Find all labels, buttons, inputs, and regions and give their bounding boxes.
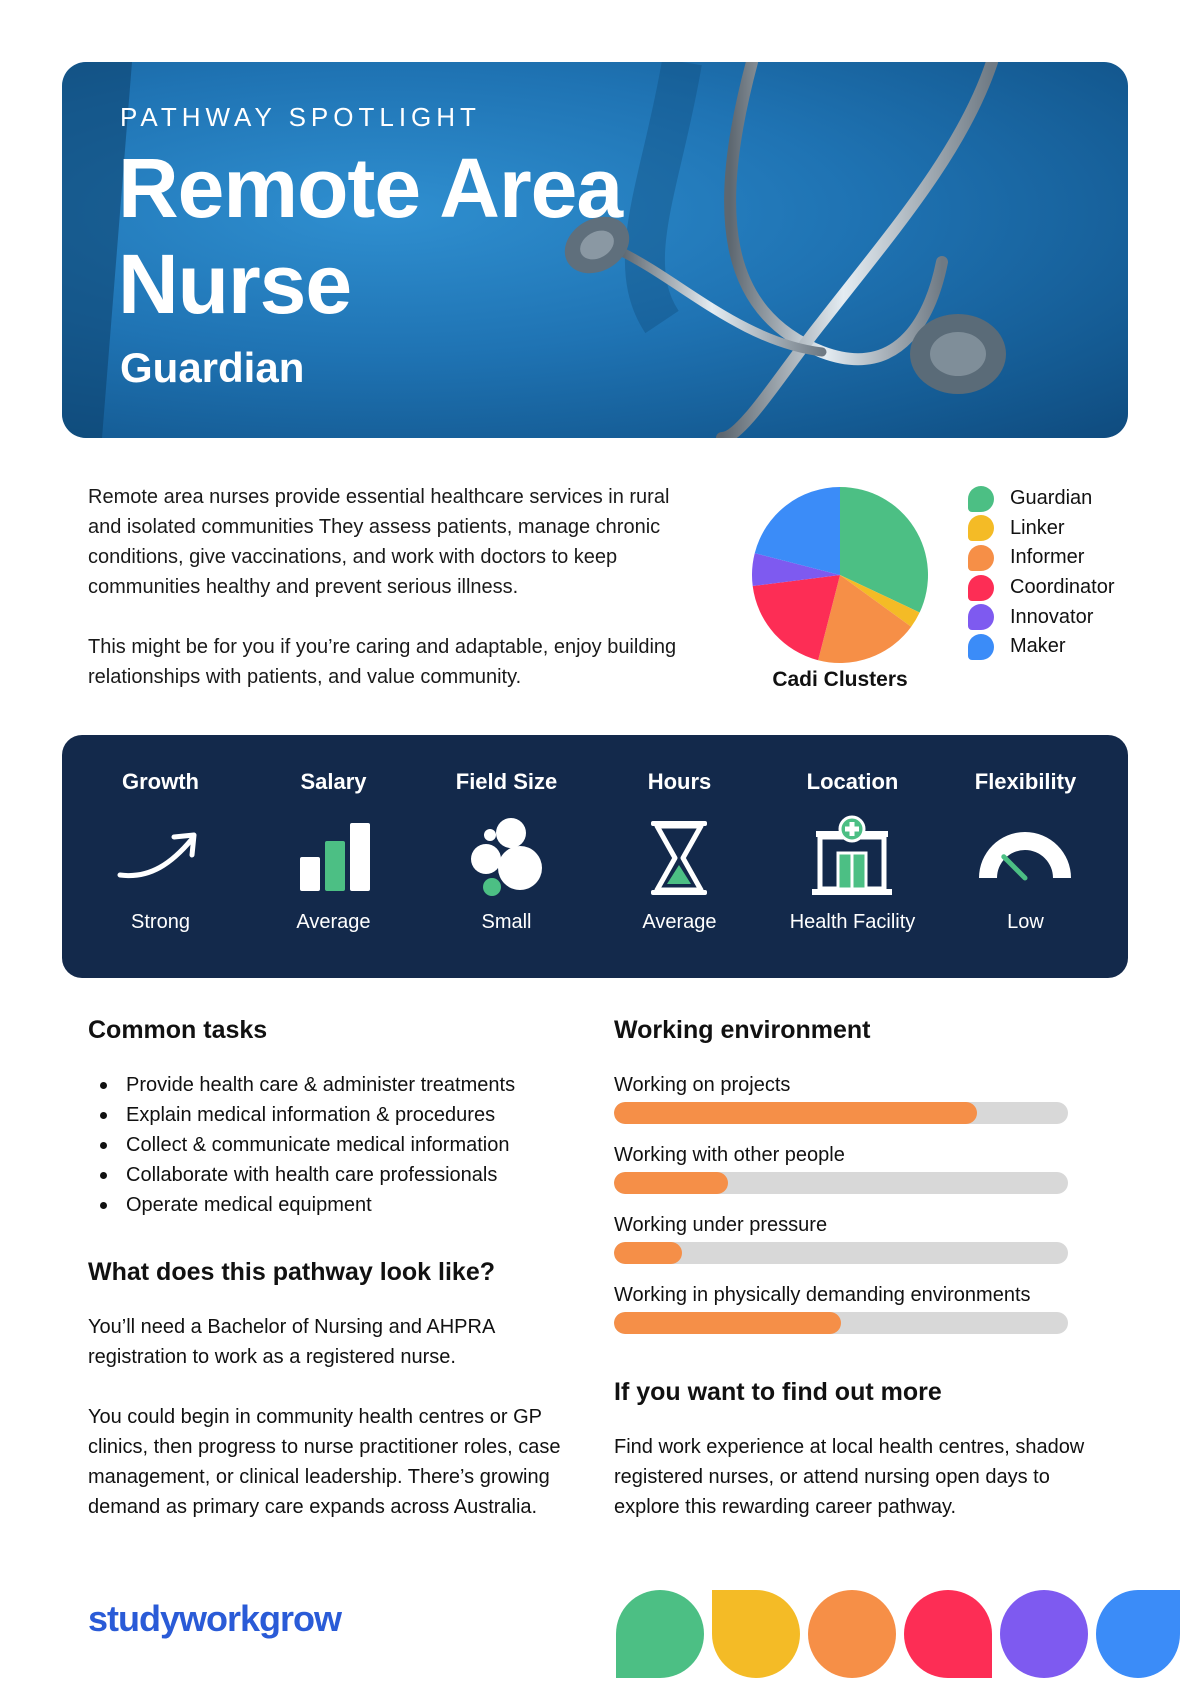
footer-blob-green — [616, 1590, 704, 1678]
pathway-paragraph-2: You could begin in community health centres or GP clinics, then progress to nurse practitioner roles, case management, or clinical leadership. There’s growing demand as primary care expands across Australia. — [88, 1406, 561, 1518]
legend-item — [968, 484, 1115, 514]
env-track — [614, 1172, 1068, 1194]
stat-value: Health Facility — [789, 911, 916, 933]
bubbles-icon — [456, 813, 556, 903]
brand-logo: studyworkgrow — [88, 1598, 342, 1639]
intro-paragraph-1: Remote area nurses provide essential healthcare services in rural and isolated communities They assess patients, manage chronic conditions, give vaccinations, and work with doctors to keep communities healthy and prevent serious illness. — [88, 486, 670, 598]
env-item-projects — [614, 1070, 1068, 1140]
page-title-line-1: Remote Area — [118, 141, 623, 235]
legend-swatch-innovator — [968, 604, 994, 630]
career-stats-panel — [62, 735, 1128, 978]
footer-blob-blue — [1096, 1590, 1180, 1678]
env-item-physical — [614, 1280, 1068, 1350]
legend-item — [968, 632, 1115, 662]
env-fill — [614, 1172, 728, 1194]
env-item-pressure — [614, 1210, 1068, 1280]
legend-label: Maker — [1010, 635, 1066, 658]
working-environment-heading: Working environment — [614, 1016, 871, 1044]
footer-blob-red — [904, 1590, 992, 1678]
hospital-icon — [802, 813, 902, 903]
legend-label: Informer — [1010, 546, 1085, 569]
stat-label: Location — [806, 769, 899, 794]
page-title-line-2: Nurse — [118, 237, 352, 331]
stat-growth — [74, 735, 247, 978]
stat-value: Average — [642, 911, 717, 933]
stat-value: Small — [481, 911, 532, 933]
legend-label: Linker — [1010, 516, 1065, 539]
pathway-kicker: PATHWAY SPOTLIGHT — [120, 102, 481, 132]
common-tasks-list — [100, 1070, 515, 1220]
env-label: Working in physically demanding environments — [614, 1284, 1031, 1306]
stat-label: Hours — [647, 769, 712, 794]
bar-chart-icon — [283, 813, 383, 903]
stat-label: Growth — [122, 769, 199, 794]
env-fill — [614, 1242, 682, 1264]
footer-blob-orange — [808, 1590, 896, 1678]
cadi-clusters-chart — [745, 480, 935, 700]
legend-swatch-linker — [968, 515, 994, 541]
list-item: Provide health care & administer treatments — [100, 1070, 515, 1100]
pathway-heading: What does this pathway look like? — [88, 1258, 496, 1286]
stat-label: Field Size — [455, 769, 558, 794]
list-item: Explain medical information & procedures — [100, 1100, 515, 1130]
page-title — [118, 140, 622, 332]
footer-blob-yellow — [712, 1590, 800, 1678]
stat-value: Low — [1007, 911, 1044, 933]
legend-item — [968, 514, 1115, 544]
legend-item — [968, 602, 1115, 632]
footer-blob-purple — [1000, 1590, 1088, 1678]
env-label: Working under pressure — [614, 1214, 828, 1236]
common-tasks-heading: Common tasks — [88, 1016, 268, 1044]
working-environment-bars — [614, 1070, 1068, 1350]
legend-swatch-guardian — [968, 486, 994, 512]
env-fill — [614, 1102, 977, 1124]
pathway-text — [88, 1312, 588, 1522]
env-fill — [614, 1312, 841, 1334]
legend-item — [968, 543, 1115, 573]
env-track — [614, 1102, 1068, 1124]
cluster-subtitle: Guardian — [120, 344, 305, 391]
legend-swatch-coordinator — [968, 575, 994, 601]
list-item: Operate medical equipment — [100, 1190, 515, 1220]
stat-label: Flexibility — [974, 769, 1077, 794]
list-item: Collect & communicate medical information — [100, 1130, 515, 1160]
legend-label: Innovator — [1010, 605, 1094, 628]
hero-banner — [62, 62, 1128, 438]
list-item: Collaborate with health care professionals — [100, 1160, 515, 1190]
stat-value: Strong — [131, 911, 190, 933]
stat-salary — [247, 735, 420, 978]
pathway-paragraph-1: You’ll need a Bachelor of Nursing and AHPRA registration to work as a registered nurse. — [88, 1316, 495, 1368]
chart-legend — [968, 484, 1115, 662]
stat-field-size — [420, 735, 593, 978]
legend-swatch-informer — [968, 545, 994, 571]
gauge-icon — [975, 813, 1075, 903]
legend-swatch-maker — [968, 634, 994, 660]
gauge-needle — [1004, 857, 1025, 878]
stat-value: Average — [296, 911, 371, 933]
env-item-people — [614, 1140, 1068, 1210]
hourglass-icon — [629, 813, 729, 903]
stat-label: Salary — [300, 769, 367, 794]
env-label: Working with other people — [614, 1144, 845, 1166]
trend-up-arrow-icon — [110, 813, 210, 903]
intro-text — [88, 482, 688, 692]
find-out-more-heading: If you want to find out more — [614, 1378, 942, 1406]
stat-hours — [593, 735, 766, 978]
find-out-more-text: Find work experience at local health centres, shadow registered nurses, or attend nursing open days to explore this rewarding career pathway. — [614, 1436, 1085, 1518]
chart-title: Cadi Clusters — [772, 668, 908, 691]
legend-label: Coordinator — [1010, 576, 1115, 599]
stat-flexibility — [939, 735, 1112, 978]
pie-chart — [745, 480, 935, 670]
env-track — [614, 1312, 1068, 1334]
stat-location — [766, 735, 939, 978]
intro-paragraph-2: This might be for you if you’re caring and adaptable, enjoy building relationships with patients, and value community. — [88, 636, 677, 688]
legend-label: Guardian — [1010, 487, 1093, 510]
env-label: Working on projects — [614, 1074, 791, 1096]
legend-item — [968, 573, 1115, 603]
env-track — [614, 1242, 1068, 1264]
